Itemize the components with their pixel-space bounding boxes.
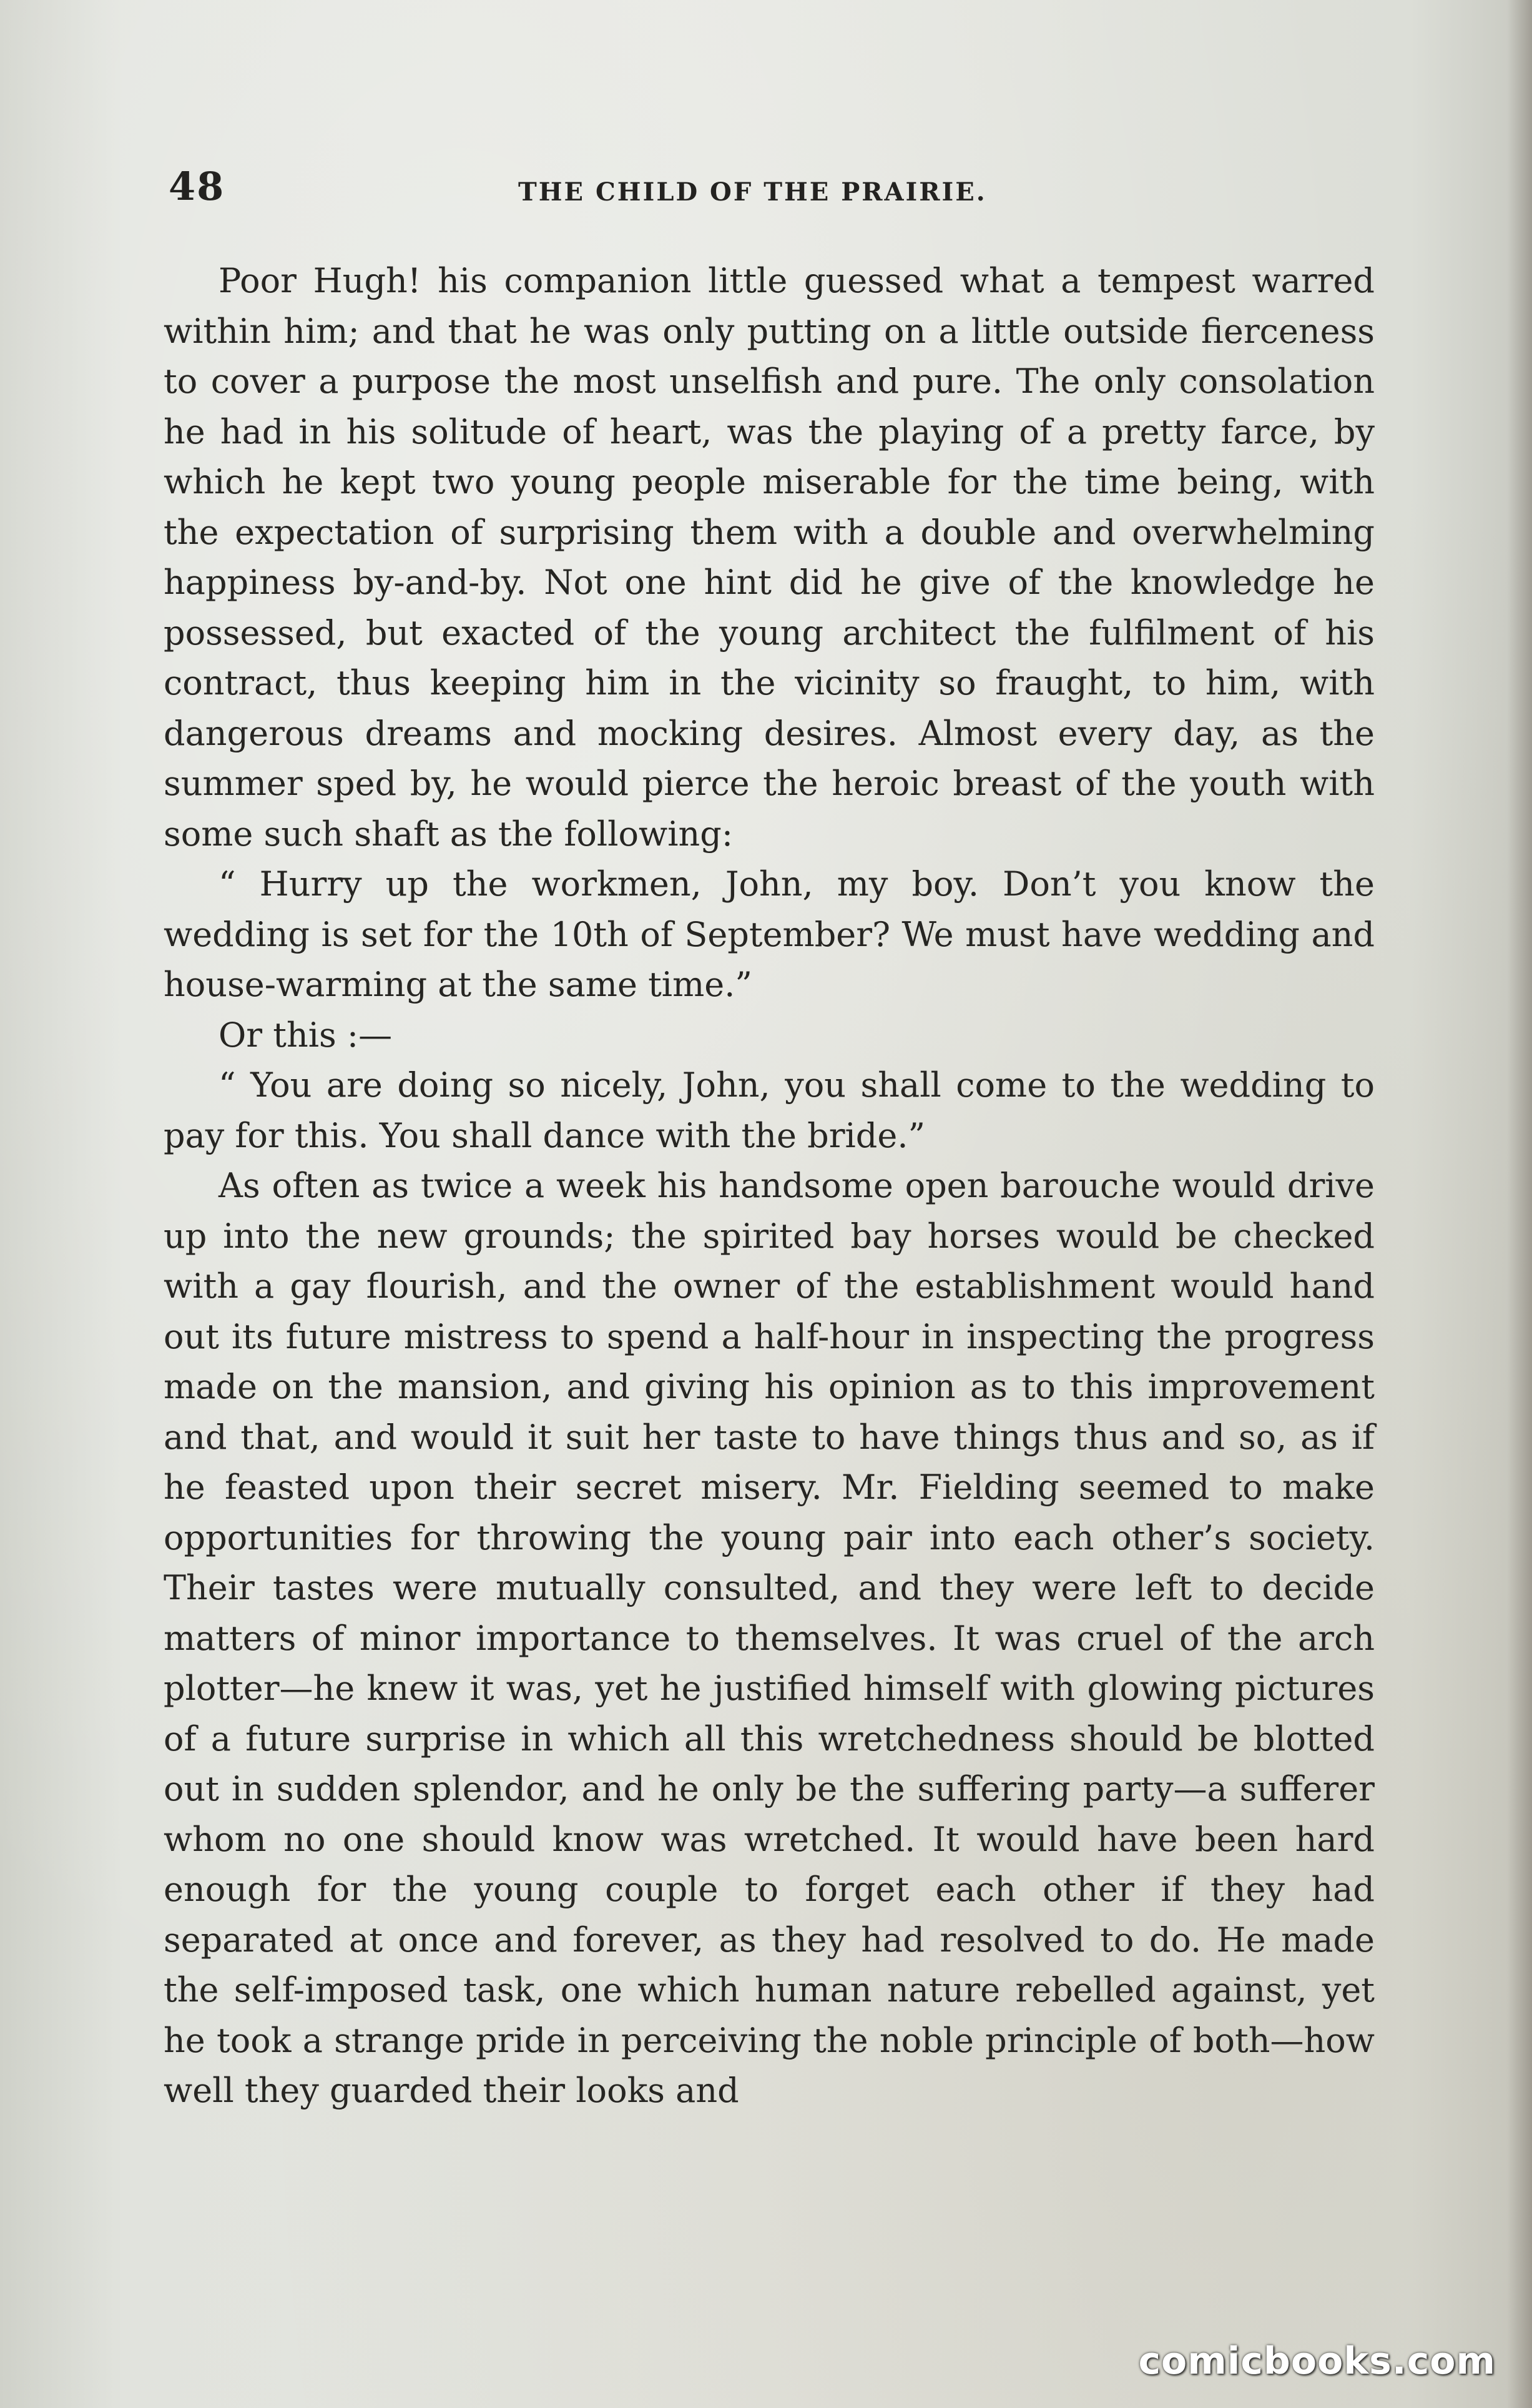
page-number: 48 xyxy=(169,164,225,209)
paragraph: Or this :— xyxy=(219,1015,393,1055)
body-text xyxy=(164,256,1375,2116)
watermark: comicbooks.com xyxy=(1138,2339,1496,2383)
page-header xyxy=(169,164,1380,214)
running-title: THE CHILD OF THE PRAIRIE. xyxy=(518,177,987,207)
paragraph: “ Hurry up the workmen, John, my boy. Don’t you know the wedding is set for the 10th of September? We must have wedding and house-warming at the same time.” xyxy=(164,864,1375,1004)
paragraph: Poor Hugh! his companion little guessed what a tempest warred within him; and that he was only putting on a little outside fierceness to cover a purpose the most unselfish and pure. The only consolation he had in his solitude of heart, was the playing of a pretty farce, by which he kept two young people miserable for the time being, with the expectation of surprising them with a double and overwhelming happiness by-and-by. Not one hint did he give of the knowledge he possessed, but exacted of the young architect the fulfilment of his contract, thus keeping him in the vicinity so fraught, to him, with dangerous dreams and mocking desires. Almost every day, as the summer sped by, he would pierce the heroic breast of the youth with some such shaft as the following: xyxy=(164,261,1375,854)
paragraph: “ You are doing so nicely, John, you shall come to the wedding to pay for this. You shall dance with the bride.” xyxy=(164,1065,1375,1155)
paragraph: As often as twice a week his handsome open barouche would drive up into the new grounds; the spirited bay horses would be checked with a gay flourish, and the owner of the establishment would hand out its future mistress to spend a half-hour in inspecting the progress made on the mansion, and giving his opinion as to this improvement and that, and would it suit her taste to have things thus and so, as if he feasted upon their secret misery. Mr. Fielding seemed to make opportunities for throwing the young pair into each other’s society. Their tastes were mutually consulted, and they were left to decide matters of minor importance to themselves. It was cruel of the arch plotter—he knew it was, yet he justified himself with glowing pictures of a future surprise in which all this wretchedness should be blotted out in sudden splendor, and he only be the suffering party—a sufferer whom no one should know was wretched. It would have been hard enough for the young couple to forget each other if they had separated at once and forever, as they had resolved to do. He made the self-imposed task, one which human nature rebelled against, yet he took a strange pride in perceiving the noble principle of both—how well they guarded their looks and xyxy=(164,1166,1375,2110)
page-gutter-shadow xyxy=(1507,0,1532,2408)
